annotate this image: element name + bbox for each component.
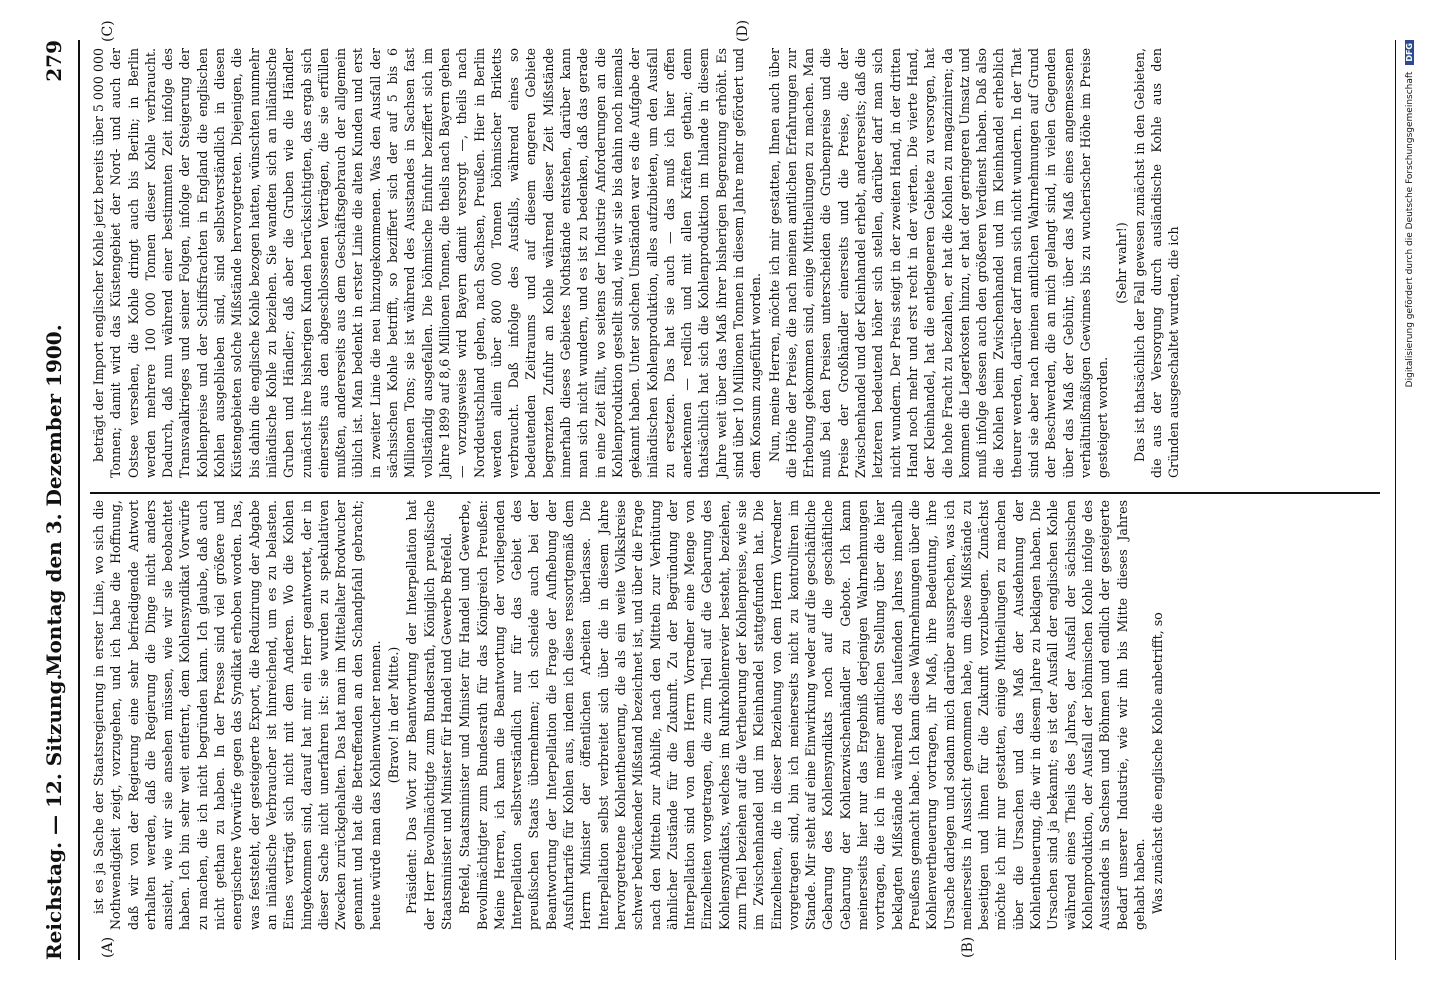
interjection: (Sehr wahr!) <box>1113 222 1129 304</box>
marker-d: (D) <box>735 19 751 42</box>
paragraph: Brefeld, Staatsminister und Minister für Handel und Gewerbe, Bevollmächtigter zum Bundesrath für das Königreich Preußen: Meine Herren, ich kann die Beantwortung der vorliegenden Interpellation selbstverständlich nur für das Gebiet des preußischen Staats übernehmen; ich scheide auch bei der Beantwortung der Interpellation die Frage der Aufhebung der Ausfuhrtarife für Kohlen aus, indem ich diese ressortgemäß dem Herrn Minister der öffentlichen Arbeiten überlasse. Die Interpellation selbst verbreitet sich über die in diesem Jahre hervorgetretene Kohlentheuerung, die als ein weite Volkskreise schwer bedrückender Mißstand bezeichnet ist, und über die Frage nach den Mitteln zur Abhilfe, nach den Mitteln zur Verhütung ähnlicher Zustände für die Zukunft. Zu der Begründung der Interpellation sind von dem Herrn Vorredner eine Menge von Einzelheiten vorgetragen, die zum Theil auf die Gebarung des Kohlensyndikats, welches im Ruhrkohlenrevier besteht, beziehen, zum Theil beziehen auf die Vertheurung der Kohlenpreise, wie sie im Zwischenhandel und im Kleinhandel stattgefunden hat. Die Einzelheiten, die in dieser Beziehung von dem Herrn Vorredner vorgetragen sind, bin ich meinerseits nicht zu kontrolliren im Stande. Mir steht auf eine Einwirkung weder auf die geschäftliche Gebarung des Kohlensyndikats noch auf die geschäftliche Gebarung der Kohlenzwischenhändler zu Gebote. Ich kann meinerseits hier nur das Ergebniß derjenigen Wahrnehmungen vortragen, die ich in meiner amtlichen Stellung über die hier beklagten Mißstände während des laufenden Jahres innerhalb Preußens gemacht habe. Ich kann diese Wahrnehmungen über die Kohlenvertheuerung vortragen, ihr Maß, ihre Bedeutung, ihre Ursache darlegen und sodann mich darüber aussprechen, was ich meinerseits in Aussicht genommen habe, um diese Mißstände zu beseitigen und ihnen für die Zukunft vorzubeugen. Zunächst möchte ich mir nur gestatten, einige Mittheilungen zu machen über die Ursachen und das Maß der Ausdehnung der Kohlentheuerung, die wir in diesem Jahre zu beklagen haben. Die Ursachen sind ja bekannt; es ist der Ausfall der englischen Kohle während eines Theils des Jahres, der Ausfall der sächsischen Kohlenproduktion, der Ausfall der böhmischen Kohle infolge des Ausstandes in Sachsen und Böhmen und endlich der gesteigerte Bedarf unserer Industrie, wie wir ihn bis Mitte dieses Jahres gehabt haben. <box>457 500 1147 930</box>
paragraph: ist es ja Sache der Staatsregierung in erster Linie, wo sich die Nothwendigkeit zeigt, vorzugehen, und ich habe die Hoffnung, daß wir von der Regierung eine sehr befriedigende Antwort erhalten werden, daß die Regierung die Dinge nicht anders ansieht, wie wir sie ansehen müssen, wie wir sie beobachtet haben. Ich bin sehr weit entfernt, dem Kohlensyndikat Vorwürfe zu machen, die ich nicht begründen kann. Ich glaube, daß auch nicht gethan zu haben. In der Presse sind viel größere und energischere Vorwürfe gegen das Syndikat erhoben worden. Das, was feststeht, der gesteigerte Export, die Reduzirung der Abgabe an inländische Verbraucher ist hinreichend, um es zu belasten. Eines verträgt sich nicht mit dem Anderen. Wo die Kohlen hingekommen sind, darauf hat mir ein Herr geantwortet, der in dieser Sache nicht unerfahren ist: sie wurden zu spekulativen Zwecken zurückgehalten. Das hat man im Mittelalter Brodwucher genannt und hat die Betreffenden an den Schandpfahl gebracht; heute würde man das Kohlenwucher nennen. <box>91 500 383 930</box>
right-column <box>90 48 1184 478</box>
paragraph: beträgt der Import englischer Kohle jetzt bereits über 5 000 000 Tonnen; damit wird das Küstengebiet der Nord- und auch der Ostsee versehen, die Kohle dringt auch bis Berlin; in Berlin werden mehrere 100 000 Tonnen dieser Kohle verbraucht. Dadurch, daß nun während einer bestimmten Zeit infolge des Transvaalkrieges und seiner Folgen, infolge der Steigerung der Kohlenpreise und der Schiffsfrachten in England die englischen Kohlen ausgeblieben sind, sind selbstverständlich in diesen Küstengebieten solche Mißstände hervorgetreten. Diejenigen, die bis dahin die englische Kohle bezogen hatten, wünschten nunmehr inländische Kohle zu beziehen. Sie wandten sich an inländische Gruben und Händler; daß aber die Gruben wie die Händler zunächst ihre bisherigen Kunden berücksichtigten, das ergab sich einerseits aus den abgeschlossenen Verträgen, die sie erfüllen mußten, andererseits aus dem Geschäftsgebrauch der allgemein üblich ist. Man bedenkt in erster Linie die alten Kunden und erst in zweiter Linie die neu hinzugekommenen. Was den Ausfall der sächsischen Kohle betrifft, so beziffert sich der auf 5 bis 6 Millionen Tons; sie ist während des Ausstandes in Sachsen fast vollständig ausgefallen. Die böhmische Einfuhr beziffert sich im Jahre 1899 auf 8,6 Millionen Tonnen, die theils nach Bayern gehen — vorzugsweise wird Bayern damit versorgt —, theils nach Norddeutschland gehen, nach Sachsen, Preußen. Hier in Berlin werden allein über 800 000 Tonnen böhmischer Briketts verbraucht. Daß infolge des Ausfalls, während eines so bedeutenden Zeitraums und auf diesem engeren Gebiete begrenzten Zufuhr an Kohle während dieser Zeit Mißstände innerhalb dieses Gebietes Nothstände entstehen, darüber kann man sich nicht wundern, und es ist zu bedenken, daß das gerade in eine Zeit fällt, wo seitens der Industrie Anforderungen an die Kohlenproduktion gestellt sind, wie wir sie bis dahin noch niemals gekannt haben. Unter solchen Umständen war es die Aufgabe der inländischen Kohlenproduktion, alles aufzubieten, um den Ausfall zu ersetzen. Das hat sie auch — das muß ich hier offen anerkennen — redlich und mit allen Kräften gethan; denn thatsächlich hat sich die Kohlenproduktion im Inlande in diesem Jahre weit über das Maß ihrer bisherigen Begrenzung erhöht. Es sind über 10 Millionen Tonnen in diesem Jahre mehr gefördert und dem Konsum zugeführt worden. <box>91 48 764 478</box>
interjection: (Bravo! in der Mitte.) <box>386 646 402 784</box>
paragraph: Präsident: Das Wort zur Beantwortung der Interpellation hat der Herr Bevollmächtigte zum Bundesrath, Königlich preußische Staatsminister und Minister für Handel und Gewerbe Brefeld. <box>404 500 454 930</box>
column-divider <box>90 492 1380 494</box>
credit-text: Digitalisierung gefördert durch die Deutsche Forschungsgemeinschaft <box>1405 71 1415 388</box>
left-column <box>90 500 1167 930</box>
digitization-credit <box>1405 40 1415 960</box>
footer-rule <box>1395 40 1396 960</box>
paragraph: Nun, meine Herren, möchte ich mir gestatten, Ihnen auch über die Höhe der Preise, die nach meinen amtlichen Erfahrungen zur Erhebung gekommen sind, einige Mittheilungen zu machen. Man muß bei den Preisen unterscheiden die Grubenpreise und die Preise der Großhändler einerseits und die Preise, die der Zwischenhandel und der Kleinhandel erhebt, andererseits; daß die letzteren bedeutend höher sich stellen, darüber darf man sich nicht wundern. Der Preis steigt in der zweiten Hand, in der dritten Hand noch mehr und erst recht in der vierten. Die vierte Hand, der Kleinhandel, hat die entlegeneren Gebiete zu versorgen, hat die hohe Fracht zu bezahlen, er hat die Kohlen zu magaziniren; da kommen die Lagerkosten hinzu, er hat der geringeren Umsatz und muß infolge dessen auch den größeren Verdienst haben. Daß also die Kohlen beim Zwischenhandel und im Kleinhandel erheblich theurer werden, darüber darf man sich nicht wundern. In der That sind sie aber nach meinen amtlichen Wahrnehmungen auf Grund der Beschwerden, die an mich gelangt sind, in vielen Gegenden über das Maß der Gebühr, über das Maß eines angemessenen verhältnißmäßigen Gewinnes bis zu wucherischer Höhe im Preise gesteigert worden. <box>766 48 1111 478</box>
marker-b: (B) <box>960 936 976 958</box>
marker-c: (C) <box>100 20 116 42</box>
page-header <box>42 40 72 960</box>
page-number: 279 <box>42 40 66 82</box>
header-rule <box>78 40 80 960</box>
marker-a: (A) <box>100 936 116 958</box>
paragraph: Was zunächst die englische Kohle anbetrifft, so <box>1150 612 1166 914</box>
paragraph: Das ist thatsächlich der Fall gewesen zunächst in den Gebieten, die aus der Versorgung durch ausländische Kohle aus den Gründen ausgeschaltet wurden, die ich <box>1131 48 1182 478</box>
header-date: Montag den 3. Dezember 1900. <box>42 324 66 676</box>
dfg-logo: DFG <box>1405 40 1414 65</box>
header-session: Reichstag. — 12. Sitzung. <box>42 673 66 960</box>
